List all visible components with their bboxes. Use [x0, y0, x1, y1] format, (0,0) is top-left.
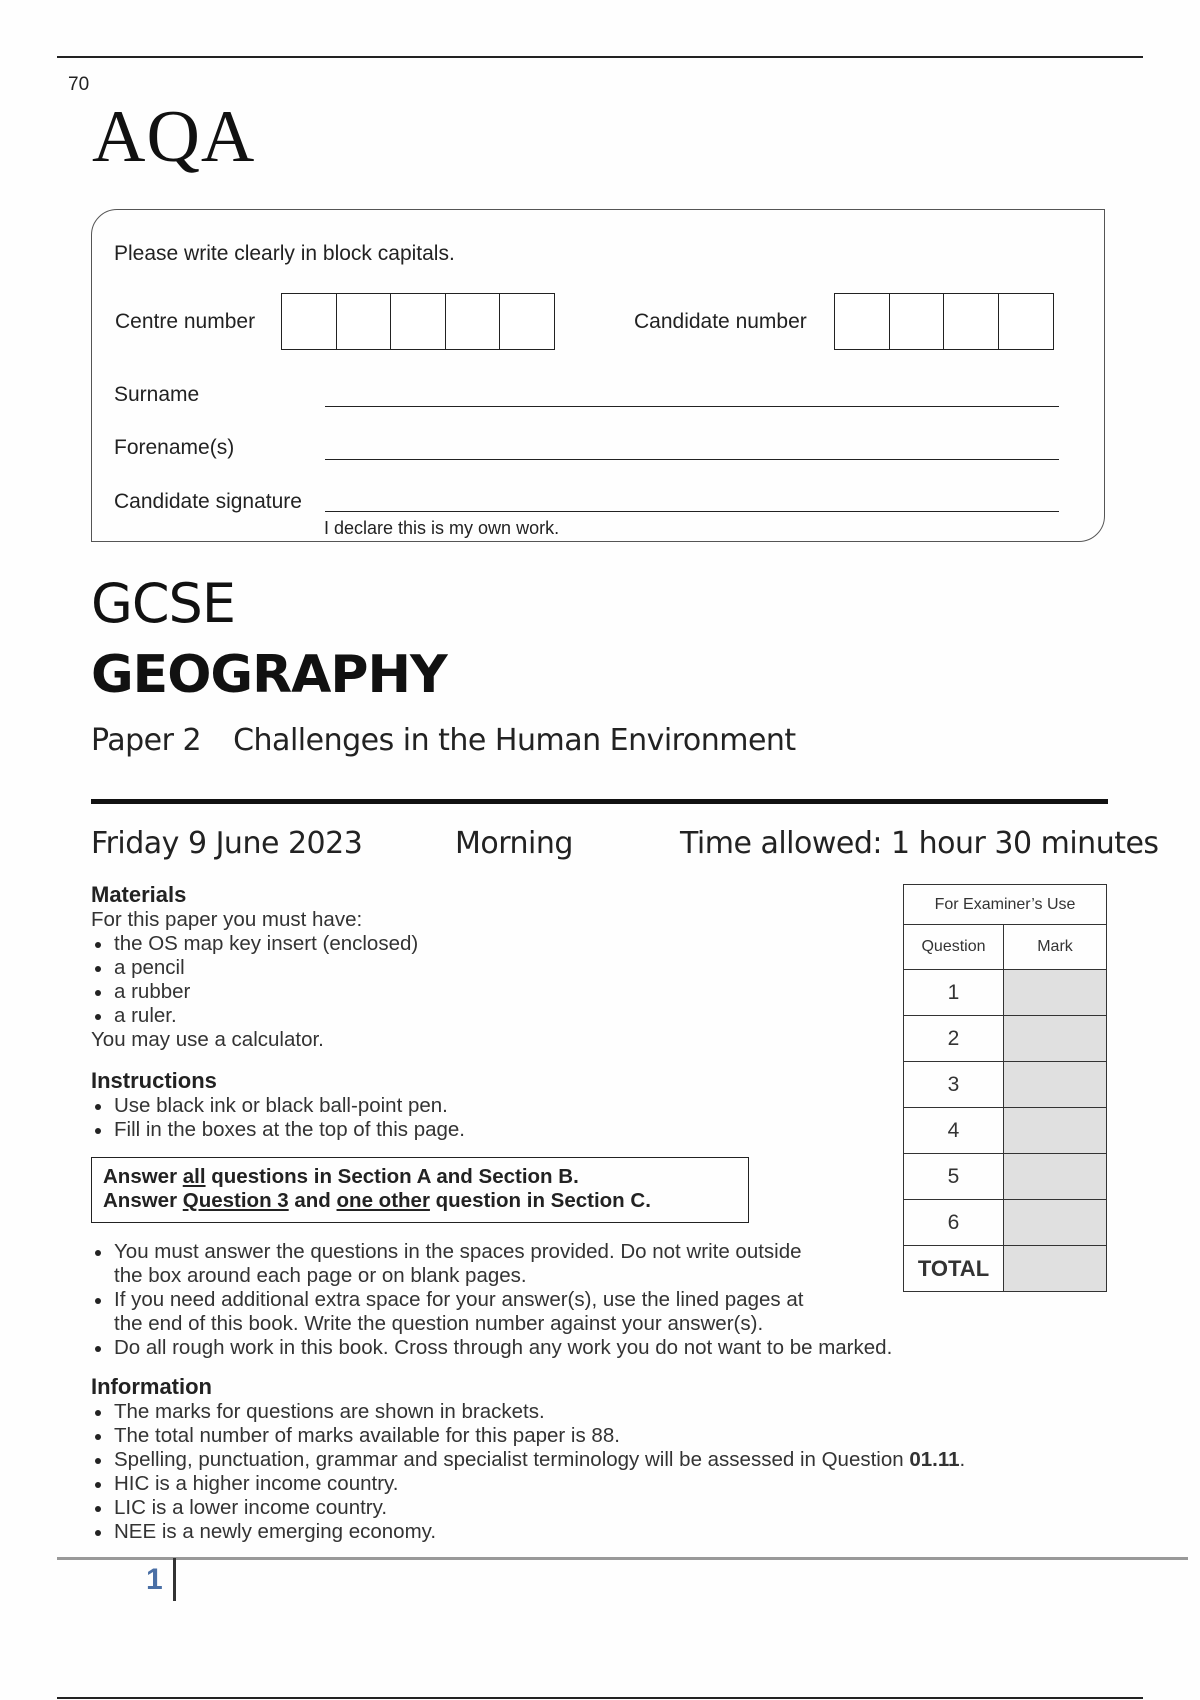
block-capitals-instruction: Please write clearly in block capitals. — [114, 242, 455, 265]
candidate-number-label: Candidate number — [634, 310, 807, 333]
centre-number-label: Centre number — [115, 310, 256, 333]
list-item: You must answer the questions in the spaces provided. Do not write outside the box around each page or on blank pages. — [91, 1240, 1021, 1288]
page-end-rule — [57, 1697, 1143, 1699]
centre-digit-box[interactable] — [390, 293, 446, 350]
mark-cell[interactable] — [1004, 1016, 1107, 1062]
question-number: 5 — [904, 1154, 1004, 1200]
mark-cell[interactable] — [1004, 1108, 1107, 1154]
total-mark-cell[interactable] — [1004, 1246, 1107, 1292]
candidate-digit-box[interactable] — [889, 293, 945, 350]
forenames-field[interactable] — [325, 459, 1059, 460]
page-number: 70 — [68, 74, 90, 95]
question-column-header: Question — [904, 925, 1004, 970]
paper-name: Challenges in the Human Environment — [233, 723, 796, 758]
question-number: 4 — [904, 1108, 1004, 1154]
list-item: Fill in the boxes at the top of this page. — [91, 1118, 811, 1142]
top-rule — [57, 56, 1143, 58]
qualification-title: GCSE — [91, 572, 235, 635]
information-heading: Information — [91, 1374, 212, 1399]
list-item: the OS map key insert (enclosed) — [91, 932, 811, 956]
list-item: NEE is a newly emerging economy. — [91, 1520, 1091, 1544]
centre-digit-box[interactable] — [499, 293, 555, 350]
exam-date: Friday 9 June 2023 — [91, 826, 363, 861]
mark-cell[interactable] — [1004, 1200, 1107, 1246]
list-item: a ruler. — [91, 1004, 811, 1028]
list-item: LIC is a lower income country. — [91, 1496, 1091, 1520]
aqa-logo: AQA — [92, 96, 256, 178]
further-instructions — [91, 1240, 1021, 1360]
time-allowed: Time allowed: 1 hour 30 minutes — [680, 826, 1159, 861]
exam-session: Morning — [455, 826, 573, 861]
bottom-rule — [57, 1557, 1188, 1560]
signature-field[interactable] — [325, 511, 1059, 512]
materials-heading: Materials — [91, 882, 187, 907]
list-item: HIC is a higher income country. — [91, 1472, 1091, 1496]
examiner-table-title: For Examiner’s Use — [904, 885, 1107, 925]
list-item: Use black ink or black ball-point pen. — [91, 1094, 811, 1118]
total-label: TOTAL — [904, 1246, 1004, 1292]
information-section — [91, 1374, 1091, 1544]
surname-field[interactable] — [325, 406, 1059, 407]
instructions-heading: Instructions — [91, 1068, 217, 1093]
calculator-note: You may use a calculator. — [91, 1028, 324, 1051]
list-item: a pencil — [91, 956, 811, 980]
materials-section — [91, 882, 811, 1052]
title-rule — [91, 799, 1108, 804]
footer-marker: 1 — [146, 1563, 163, 1596]
surname-label: Surname — [114, 383, 200, 406]
candidate-digit-box[interactable] — [834, 293, 890, 350]
examiner-use-table — [903, 884, 1107, 1292]
question-number: 3 — [904, 1062, 1004, 1108]
mark-cell[interactable] — [1004, 970, 1107, 1016]
list-item: The marks for questions are shown in brackets. — [91, 1400, 1091, 1424]
paper-title — [91, 723, 796, 758]
instructions-section — [91, 1068, 811, 1142]
mark-cell[interactable] — [1004, 1062, 1107, 1108]
paper-number: Paper 2 — [91, 723, 202, 758]
answer-line-2: Answer Question 3 and one other question in Section C. — [103, 1189, 651, 1212]
centre-number-field[interactable] — [281, 293, 555, 350]
subject-title: GEOGRAPHY — [91, 645, 447, 705]
candidate-digit-box[interactable] — [943, 293, 999, 350]
footer-bar — [173, 1558, 176, 1601]
question-number: 6 — [904, 1200, 1004, 1246]
forenames-label: Forename(s) — [114, 436, 235, 459]
centre-digit-box[interactable] — [336, 293, 392, 350]
list-item: If you need additional extra space for your answer(s), use the lined pages at the end of this book. Write the question number against your answer(s). — [91, 1288, 1021, 1336]
answer-line-1: Answer all questions in Section A and Section B. — [103, 1165, 579, 1188]
list-item: a rubber — [91, 980, 811, 1004]
centre-digit-box[interactable] — [445, 293, 501, 350]
answer-requirements-box — [91, 1157, 749, 1223]
list-item: Spelling, punctuation, grammar and specialist terminology will be assessed in Question 01.11. — [91, 1448, 1091, 1472]
declaration-text: I declare this is my own work. — [324, 518, 560, 538]
mark-cell[interactable] — [1004, 1154, 1107, 1200]
candidate-digit-box[interactable] — [998, 293, 1054, 350]
centre-digit-box[interactable] — [281, 293, 337, 350]
mark-column-header: Mark — [1004, 925, 1107, 970]
materials-intro: For this paper you must have: — [91, 908, 363, 931]
question-number: 1 — [904, 970, 1004, 1016]
list-item: Do all rough work in this book. Cross through any work you do not want to be marked. — [91, 1336, 1021, 1360]
signature-label: Candidate signature — [114, 490, 302, 513]
list-item: The total number of marks available for this paper is 88. — [91, 1424, 1091, 1448]
question-number: 2 — [904, 1016, 1004, 1062]
candidate-number-field[interactable] — [834, 293, 1054, 350]
